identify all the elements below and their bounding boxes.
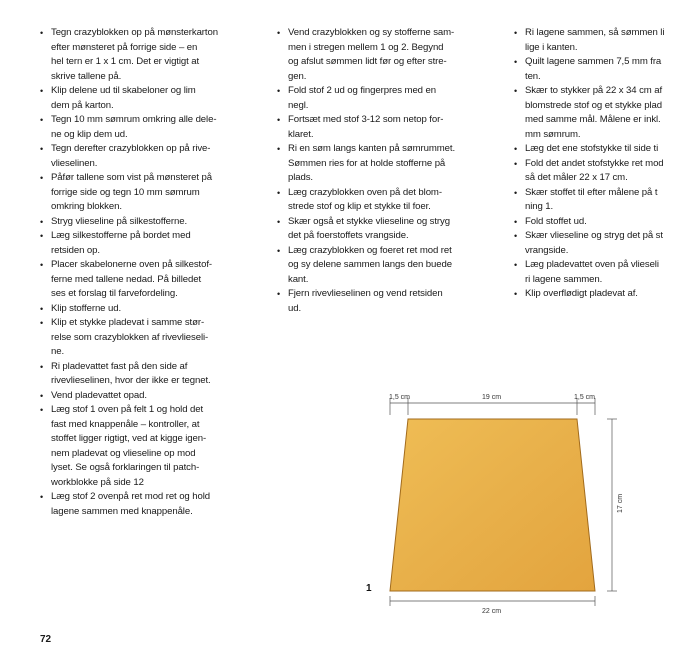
instruction-item: • Fortsæt med stof 3-12 som netop for- klaret. [277, 113, 499, 142]
instruction-item: • Fjern rivevlieselinen og vend retsiden ud. [277, 287, 499, 316]
instruction-item: • Skær stoffet til efter målene på t ning 1. [514, 186, 700, 215]
dim-label-height: 17 cm [617, 493, 624, 513]
instruction-item: • Tegn crazyblokken op på mønsterkarton efter mønsteret på forrige side – en hel tern er 1 x 1 cm. Det er vigtigt at skrive tallene på. [40, 26, 255, 84]
pattern-diagram-svg [360, 385, 630, 625]
dim-label-bottom: 22 cm [482, 608, 502, 615]
instruction-item: • Klip overflødigt pladevat af. [514, 287, 700, 302]
instruction-item: • Læg stof 2 ovenpå ret mod ret og hold lagene sammen med knappenåle. [40, 490, 255, 519]
dim-label-right: 1,5 cm [574, 394, 596, 401]
instruction-item: • Ri lagene sammen, så sømmen li lige i kanten. [514, 26, 700, 55]
instruction-item: • Tegn derefter crazyblokken op på rive- vlieselinen. [40, 142, 255, 171]
instruction-item: • Klip et stykke pladevat i samme stør- relse som crazyblokken af rivevlieseli- ne. [40, 316, 255, 360]
instruction-list-3 [514, 26, 700, 302]
instruction-item: • Stryg vlieseline på silkestofferne. [40, 215, 255, 230]
dim-label-left: 1,5 cm [389, 394, 411, 401]
instruction-item: • Skær vlieseline og stryg det på st vrangside. [514, 229, 700, 258]
dim-label-top: 19 cm [482, 394, 502, 401]
instruction-item: • Læg pladevattet oven på vlieseli ri lagene sammen. [514, 258, 700, 287]
instruction-item: • Ri pladevattet fast på den side af rivevlieselinen, hvor der ikke er tegnet. [40, 360, 255, 389]
instruction-item: • Skær også et stykke vlieseline og stryg det på foerstoffets vrangside. [277, 215, 499, 244]
instruction-item: • Klip stofferne ud. [40, 302, 255, 317]
instruction-item: • Vend crazyblokken og sy stofferne sam- men i stregen mellem 1 og 2. Begynd og afslut sømmen lidt før og efter stre- gen. [277, 26, 499, 84]
instruction-list-2 [277, 26, 499, 316]
instruction-item: • Skær to stykker på 22 x 34 cm af blomstrede stof og et stykke plad med samme mål. Målene er inkl. mm sømrum. [514, 84, 700, 142]
instruction-item: • Læg stof 1 oven på felt 1 og hold det fast med knappenåle – kontroller, at stoffet ligger rigtigt, ved at kigge igen- nem pladevat og vlieseline op mod lyset. Se også forklaringen til patch- workblokke på side 12 [40, 403, 255, 490]
figure-number: 1 [366, 583, 372, 594]
instruction-item: • Læg crazyblokken oven på det blom- strede stof og klip et stykke til foer. [277, 186, 499, 215]
instruction-list-1 [40, 26, 255, 519]
pattern-diagram [360, 385, 630, 625]
height-dimension [607, 419, 617, 591]
bottom-dimension [390, 596, 595, 606]
instruction-item: • Fold det andet stofstykke ret mod så det måler 22 x 17 cm. [514, 157, 700, 186]
instruction-item: • Påfør tallene som vist på mønsteret på forrige side og tegn 10 mm sømrum omkring blokken. [40, 171, 255, 215]
instruction-item: • Læg crazyblokken og foeret ret mod ret og sy delene sammen langs den buede kant. [277, 244, 499, 288]
instruction-item: • Placer skabelonerne oven på silkestof- ferne med tallene nedad. På billedet ses et forslag til farvefordeling. [40, 258, 255, 302]
instruction-item: • Tegn 10 mm sømrum omkring alle dele- ne og klip dem ud. [40, 113, 255, 142]
instruction-item: • Ri en søm langs kanten på sømrummet. Sømmen ries for at holde stofferne på plads. [277, 142, 499, 186]
fabric-shape [390, 419, 595, 591]
instruction-item: • Fold stof 2 ud og fingerpres med en negl. [277, 84, 499, 113]
instruction-item: • Læg silkestofferne på bordet med retsiden op. [40, 229, 255, 258]
instruction-item: • Fold stoffet ud. [514, 215, 700, 230]
instruction-item: • Vend pladevattet opad. [40, 389, 255, 404]
text-column-1 [40, 26, 255, 519]
text-column-2 [277, 26, 499, 316]
page-number: 72 [40, 634, 52, 645]
instruction-item: • Læg det ene stofstykke til side ti [514, 142, 700, 157]
instruction-item: • Quilt lagene sammen 7,5 mm fra ten. [514, 55, 700, 84]
text-column-3 [514, 26, 700, 302]
instruction-item: • Klip delene ud til skabeloner og lim dem på karton. [40, 84, 255, 113]
